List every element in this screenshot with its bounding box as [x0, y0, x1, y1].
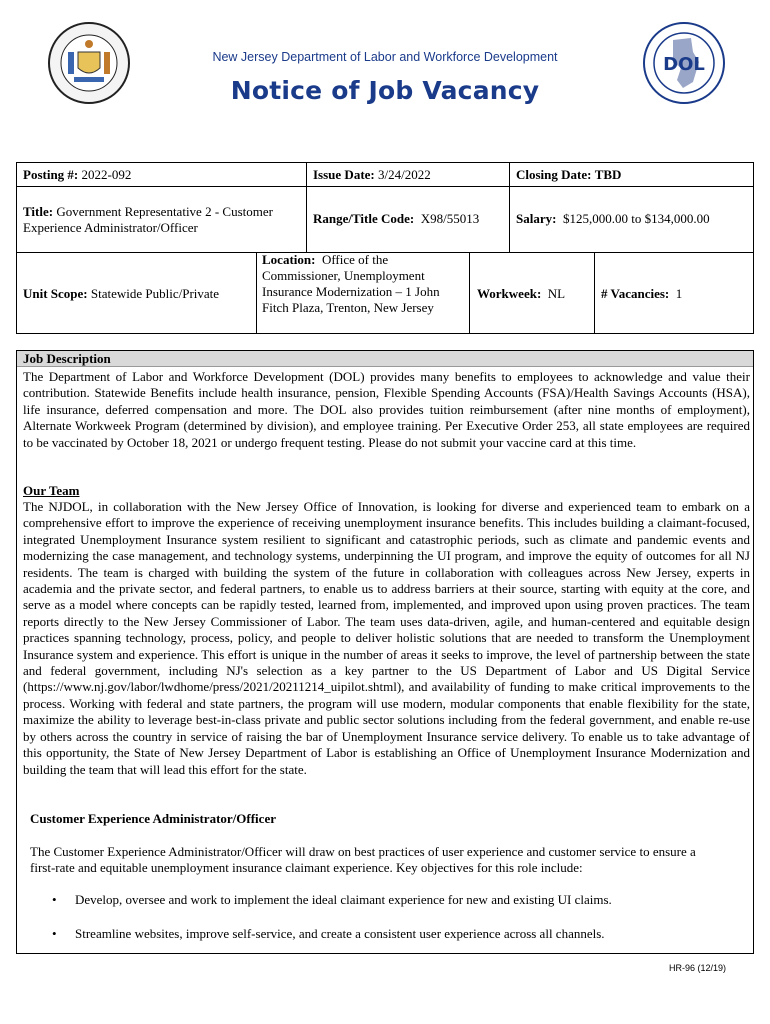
issue-date	[313, 167, 431, 183]
job-title	[23, 204, 301, 236]
bullet-marker: •	[52, 926, 57, 941]
location	[262, 252, 464, 316]
workweek-value: NL	[547, 286, 566, 301]
location-label: Location:	[262, 252, 316, 267]
agency-name: New Jersey Department of Labor and Workforce Development	[212, 50, 558, 64]
job-description-intro: The Department of Labor and Workforce Development (DOL) provides many benefits to employees to acknowledge and value their contribution. Statewide Benefits include health insurance, pension, Flexible Spending Accounts (FSA)/Health Savings Accounts (HSA), life insurance, deferred compensation and more. The DOL also provides tuition reimbursement (after nine months of employment), Alternate Workweek Program (determined by division), and employee training. Per Executive Order 253, all state employees are required to be vaccinated by October 18, 2021 or undergo frequent testing. Please do not submit your vaccine card at this time.	[23, 369, 750, 450]
range-title-code	[313, 211, 479, 227]
salary-value: $125,000.00 to $134,000.00	[562, 211, 710, 226]
issue-date-label: Issue Date:	[313, 167, 375, 182]
closing-date	[516, 167, 621, 183]
vacancies-value: 1	[675, 286, 683, 301]
dol-logo-text: DOL	[663, 54, 705, 75]
job-title-label: Title:	[23, 204, 54, 219]
job-description-heading: Job Description	[16, 350, 754, 367]
posting-number	[23, 167, 131, 183]
unit-scope-value: Statewide Public/Private	[90, 286, 220, 301]
role-heading: Customer Experience Administrator/Officer	[30, 811, 276, 826]
our-team-heading: Our Team	[23, 483, 80, 498]
range-title-code-value: X98/55013	[420, 211, 480, 226]
page-title: Notice of Job Vacancy	[230, 76, 540, 105]
issue-date-value: 3/24/2022	[378, 167, 431, 182]
closing-date-label: Closing Date:	[516, 167, 592, 182]
unit-scope	[23, 286, 219, 302]
workweek	[477, 286, 565, 302]
salary-label: Salary:	[516, 211, 557, 226]
vacancies	[601, 286, 682, 302]
unit-scope-label: Unit Scope:	[23, 286, 88, 301]
role-description: The Customer Experience Administrator/Officer will draw on best practices of user experience and customer service to ensure a first-rate and equitable unemployment insurance claimant experience. Key objectives for this role include:	[30, 844, 696, 876]
workweek-label: Workweek:	[477, 286, 542, 301]
range-title-code-label: Range/Title Code:	[313, 211, 415, 226]
salary	[516, 211, 710, 227]
posting-number-label: Posting #:	[23, 167, 79, 182]
vacancies-label: # Vacancies:	[601, 286, 670, 301]
objective-item: Develop, oversee and work to implement the ideal claimant experience for new and existing UI claims.	[75, 892, 612, 907]
posting-number-value: 2022-092	[81, 167, 132, 182]
form-id: HR-96 (12/19)	[668, 963, 726, 973]
job-title-value: Government Representative 2 - Customer Experience Administrator/Officer	[23, 204, 273, 235]
closing-date-value: TBD	[594, 167, 622, 182]
location-value: Office of the Commissioner, Unemployment Insurance Modernization – 1 John Fitch Plaza, Trenton, New Jersey	[262, 252, 440, 315]
bullet-marker: •	[52, 892, 57, 907]
our-team-text: The NJDOL, in collaboration with the New Jersey Office of Innovation, is looking for diverse and experienced team to embark on a comprehensive effort to improve the experience of receiving unemployment insurance benefits. This includes building a claimant-focused, integrated Unemployment Insurance system resilient to significant and catastrophic periods, such as climate and pandemic events and modernizing the case management, and technology systems, underpinning the UI program, and improve the equity of outcomes for all NJ residents. The team is charged with building the system of the future in collaboration with colleagues across New Jersey, experts in academia and the private sector, and federal partners, to enable us to address barriers at their source, starting with equity at the core, and serve as a model where concepts can be rapidly tested, learned from, implemented, and improved upon using proven practices. The team reports directly to the New Jersey Commissioner of Labor. The team uses data-driven, agile, and human-centered and equitable design practices spanning technology, process, policy, and people to deliver holistic solutions that are needed to transform the Unemployment Insurance system and experience. This effort is unique in the number of areas it seeks to improve, the level of partnership between the state and federal government, including NJ's selection as a key partner to the US Department of Labor and US Digital Service (https://www.nj.gov/labor/lwdhome/press/2021/20211214_uipilot.shtml), and availability of funding to make critical improvements to the process. Working with federal and state partners, the program will use modern, modular components that enable flexibility for the state, maximize the ability to leverage best-in-class private and public sector solutions including from the federal government, and enable re-use by others across the country in service of raising the bar of Unemployment Insurance service delivery. To enable us to take advantage of this opportunity, the State of New Jersey Department of Labor is establishing an Office of Unemployment Insurance Modernization and building the team that will lead this effort for the state.	[23, 499, 750, 777]
objective-item: Streamline websites, improve self-service, and create a consistent user experience across all channels.	[75, 926, 605, 941]
job-description-border	[16, 350, 754, 954]
